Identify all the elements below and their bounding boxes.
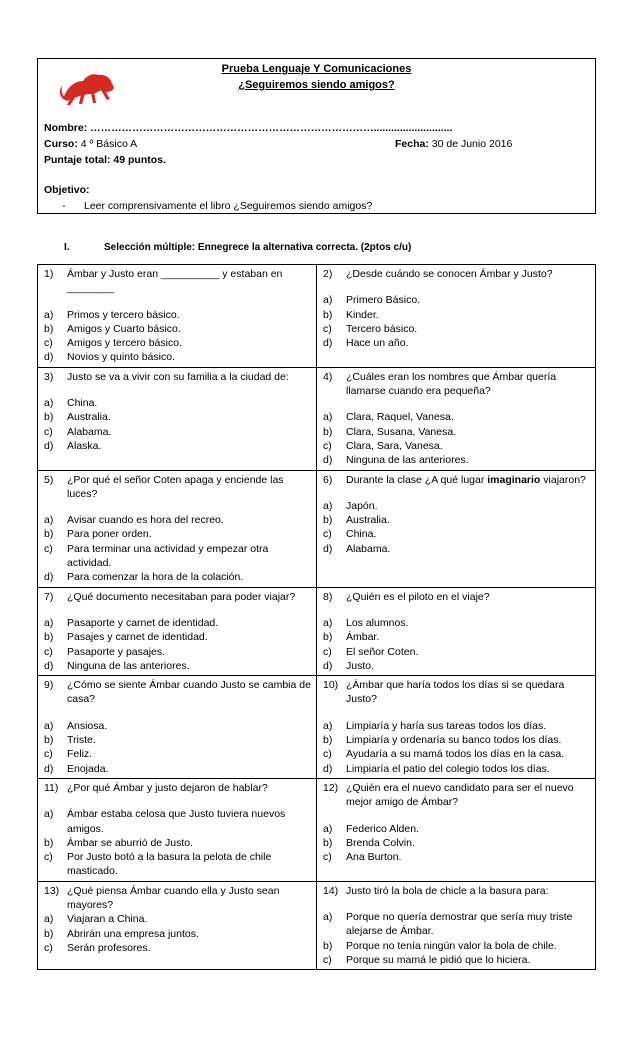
option-letter: c): [44, 851, 53, 864]
nombre-blank: ………………………………………………………………………...........................: [90, 122, 453, 134]
question-stem: [44, 370, 312, 384]
spacer: [44, 501, 312, 513]
spacer: [323, 707, 591, 719]
question-stem: [323, 678, 591, 707]
answer-option[interactable]: [323, 910, 591, 939]
answer-option[interactable]: [44, 542, 312, 571]
option-text: Viajaran a China.: [67, 913, 148, 926]
question-cell: [317, 881, 596, 969]
answer-option[interactable]: [44, 616, 312, 630]
option-letter: c): [44, 425, 53, 438]
answer-option[interactable]: [44, 927, 312, 941]
question-cell: [38, 265, 317, 368]
question-cell: [38, 881, 317, 969]
spacer: [44, 604, 312, 616]
option-text: Por Justo botó a la basura la pelota de chile masticado.: [67, 851, 272, 878]
option-text: Clara, Susana, Vanesa.: [346, 425, 457, 438]
option-letter: d): [44, 762, 54, 775]
section-title: Selección múltiple: Ennegrece la alternativa correcta. (2ptos c/u): [104, 242, 412, 253]
nombre-line: [44, 122, 452, 134]
option-text: Brenda Colvin.: [346, 836, 415, 849]
question-stem: [44, 781, 312, 795]
option-letter: a): [44, 514, 54, 527]
answer-option[interactable]: [44, 513, 312, 527]
option-letter: a): [44, 308, 54, 321]
question-cell: [38, 676, 317, 779]
option-letter: a): [44, 808, 54, 821]
answer-option[interactable]: [323, 410, 591, 424]
question-cell: [317, 265, 596, 368]
question-text-part: viajaron?: [540, 473, 586, 486]
question-cell: [317, 587, 596, 675]
question-stem: [44, 267, 312, 296]
answer-option[interactable]: [323, 836, 591, 850]
option-letter: d): [323, 659, 333, 672]
question-text-part: Durante la clase ¿A qué lugar: [346, 473, 488, 486]
answer-option[interactable]: [44, 747, 312, 761]
option-text: El señor Coten.: [346, 645, 419, 658]
answer-option[interactable]: [323, 322, 591, 336]
answer-option[interactable]: [44, 336, 312, 350]
option-text: Amigos y Cuarto básico.: [67, 322, 181, 335]
question-stem: [323, 781, 591, 810]
option-letter: c): [44, 645, 53, 658]
question-stem: [323, 370, 591, 399]
option-letter: d): [44, 571, 54, 584]
option-letter: a): [323, 910, 333, 923]
option-letter: d): [44, 439, 54, 452]
answer-option[interactable]: [44, 733, 312, 747]
answer-option[interactable]: [323, 850, 591, 864]
question-number: 5): [44, 473, 54, 486]
question-number: 3): [44, 370, 54, 383]
option-text: Alabama.: [346, 542, 391, 555]
option-text: Australia.: [346, 514, 390, 527]
answer-option[interactable]: [44, 912, 312, 926]
question-number: 14): [323, 884, 339, 897]
option-letter: a): [44, 397, 54, 410]
question-number: 12): [323, 781, 339, 794]
answer-option[interactable]: [323, 822, 591, 836]
question-number: 6): [323, 473, 333, 486]
option-letter: b): [44, 411, 54, 424]
option-letter: c): [323, 953, 332, 966]
answer-option[interactable]: [323, 645, 591, 659]
questions-table: [37, 264, 596, 970]
option-text: Pasajes y carnet de identidad.: [67, 631, 208, 644]
answer-option[interactable]: [44, 439, 312, 453]
option-text: Porque su mamá le pidió que lo hiciera.: [346, 953, 531, 966]
answer-option[interactable]: [323, 719, 591, 733]
option-text: Clara, Sara, Vanesa.: [346, 439, 443, 452]
answer-option[interactable]: [44, 425, 312, 439]
option-letter: a): [44, 913, 54, 926]
option-letter: d): [44, 351, 54, 364]
answer-option[interactable]: [44, 410, 312, 424]
answer-option[interactable]: [44, 350, 312, 364]
option-text: Primos y tercero básico.: [67, 308, 180, 321]
option-text: Amigos y tercero básico.: [67, 337, 182, 350]
option-text: Ansiosa.: [67, 719, 108, 732]
answer-option[interactable]: [323, 762, 591, 776]
option-text: China.: [67, 397, 98, 410]
spacer: [323, 487, 591, 499]
spacer: [44, 795, 312, 807]
answer-option[interactable]: [323, 630, 591, 644]
question-number: 4): [323, 370, 333, 383]
option-text: Justo.: [346, 659, 375, 672]
question-stem: [44, 590, 312, 604]
option-text: Ámbar se aburrió de Justo.: [67, 836, 194, 849]
answer-option[interactable]: [44, 850, 312, 879]
option-letter: a): [323, 616, 333, 629]
option-letter: b): [323, 514, 333, 527]
question-stem: [44, 473, 312, 502]
question-text: ¿Cómo se siente Ámbar cuando Justo se cambia de casa?: [67, 679, 311, 706]
option-text: China.: [346, 528, 377, 541]
question-cell: [317, 367, 596, 470]
question-stem: [44, 884, 312, 913]
option-text: Limpiaría y haría sus tareas todos los días.: [346, 719, 547, 732]
question-text-emphasis: imaginario: [487, 473, 541, 486]
option-text: Ayudaría a su mamá todos los días en la casa.: [346, 748, 565, 761]
answer-option[interactable]: [44, 630, 312, 644]
answer-option[interactable]: [44, 570, 312, 584]
question-row: [38, 778, 596, 881]
spacer: [323, 604, 591, 616]
option-letter: a): [323, 719, 333, 732]
fecha-value: 30 de Junio 2016: [431, 138, 513, 150]
question-number: 1): [44, 268, 54, 280]
option-letter: b): [44, 631, 54, 644]
option-letter: c): [323, 528, 332, 541]
option-text: Serán profesores.: [67, 941, 151, 954]
question-cell: [38, 587, 317, 675]
answer-option[interactable]: [323, 953, 591, 967]
question-stem: [323, 267, 591, 281]
answer-option[interactable]: [44, 807, 312, 836]
question-text: ¿Ámbar que haría todos los días si se quedara Justo?: [346, 679, 565, 706]
option-text: Limpiaría y ordenaría su banco todos los días.: [346, 734, 562, 747]
option-text: Ámbar estaba celosa que Justo tuviera nuevos amigos.: [67, 808, 286, 835]
question-row: [38, 881, 596, 969]
curso-value: 4 º Básico A: [80, 138, 138, 150]
answer-option[interactable]: [44, 941, 312, 955]
fecha-label: Fecha:: [395, 138, 429, 150]
question-stem: [44, 678, 312, 707]
option-text: Porque no tenía ningún valor la bola de chile.: [346, 939, 557, 952]
option-text: Pasaporte y pasajes.: [67, 645, 166, 658]
option-letter: b): [44, 836, 54, 849]
spacer: [323, 398, 591, 410]
spacer: [44, 384, 312, 396]
question-text: ¿Quién es el piloto en el viaje?: [346, 590, 490, 603]
option-letter: c): [44, 941, 53, 954]
curso-label: Curso:: [44, 138, 78, 150]
option-letter: b): [323, 836, 333, 849]
option-text: Para comenzar la hora de la colación.: [67, 571, 244, 584]
option-text: Federico Alden.: [346, 822, 419, 835]
option-letter: c): [323, 748, 332, 761]
objetivo-label-line: [44, 184, 90, 196]
option-text: Alabama.: [67, 425, 112, 438]
answer-option[interactable]: [323, 499, 591, 513]
option-text: Kinder.: [346, 308, 379, 321]
book-title: ¿Seguiremos siendo amigos?: [238, 79, 395, 91]
option-letter: b): [323, 308, 333, 321]
option-text: Clara, Raquel, Vanesa.: [346, 411, 454, 424]
answer-option[interactable]: [44, 659, 312, 673]
answer-option[interactable]: [323, 733, 591, 747]
question-cell: [38, 367, 317, 470]
option-letter: a): [323, 499, 333, 512]
option-text: Porque no quería demostrar que sería muy triste alejarse de Ámbar.: [346, 910, 573, 938]
question-text: Ámbar y Justo eran __________ y estaban en ________: [67, 268, 283, 295]
question-text: ¿Desde cuándo se conocen Ámbar y Justo?: [346, 268, 553, 280]
option-letter: d): [323, 762, 333, 775]
nombre-label: Nombre:: [44, 122, 88, 134]
question-number: 8): [323, 590, 333, 603]
section-number: I.: [64, 242, 70, 253]
question-row: [38, 367, 596, 470]
header-box: [37, 58, 596, 214]
option-letter: a): [323, 411, 333, 424]
answer-option[interactable]: [323, 439, 591, 453]
option-letter: b): [323, 631, 333, 644]
option-letter: b): [44, 734, 54, 747]
curso-line: [44, 138, 137, 150]
answer-option[interactable]: [323, 939, 591, 953]
question-stem: [323, 884, 591, 898]
question-number: 13): [44, 884, 60, 897]
question-cell: [317, 470, 596, 587]
fecha-line: [395, 138, 512, 150]
option-letter: b): [323, 425, 333, 438]
answer-option[interactable]: [323, 747, 591, 761]
question-text: Justo se va a vivir con su familia a la ciudad de:: [67, 370, 289, 383]
question-text: ¿Qué piensa Ámbar cuando ella y Justo sean mayores?: [67, 884, 280, 911]
option-text: Para poner orden.: [67, 528, 152, 541]
option-text: Para terminar una actividad y empezar otra actividad.: [67, 542, 269, 570]
answer-option[interactable]: [44, 645, 312, 659]
question-row: [38, 470, 596, 587]
option-letter: b): [44, 927, 54, 940]
option-letter: c): [323, 322, 332, 335]
option-text: Ninguna de las anteriores.: [346, 454, 469, 467]
option-text: Ana Burton.: [346, 851, 402, 864]
option-text: Limpiaría el patio del colegio todos los días.: [346, 762, 550, 775]
question-text: [346, 473, 591, 487]
answer-option[interactable]: [323, 336, 591, 350]
question-number: 7): [44, 590, 54, 603]
question-row: [38, 265, 596, 368]
option-letter: d): [44, 659, 54, 672]
option-text: Australia.: [67, 411, 111, 424]
question-stem: [323, 590, 591, 604]
question-cell: [317, 778, 596, 881]
option-text: Hace un año.: [346, 337, 409, 350]
option-letter: d): [323, 337, 333, 350]
answer-option[interactable]: [323, 542, 591, 556]
answer-option[interactable]: [44, 322, 312, 336]
puntaje-label: Puntaje total: 49 puntos.: [44, 154, 166, 166]
option-letter: a): [323, 294, 333, 307]
question-text: ¿Qué documento necesitaban para poder viajar?: [67, 590, 296, 603]
answer-option[interactable]: [323, 616, 591, 630]
option-letter: b): [323, 734, 333, 747]
option-letter: a): [44, 719, 54, 732]
spacer: [323, 810, 591, 822]
option-text: Avisar cuando es hora del recreo.: [67, 514, 224, 527]
question-stem: [323, 473, 591, 487]
answer-option[interactable]: [323, 453, 591, 467]
option-text: Ámbar.: [346, 631, 380, 644]
question-row: [38, 676, 596, 779]
section-heading: [64, 242, 411, 253]
option-letter: c): [44, 337, 53, 350]
question-text: ¿Por qué el señor Coten apaga y enciende las luces?: [67, 473, 284, 500]
option-text: Feliz.: [67, 748, 93, 761]
question-text: ¿Quién era el nuevo candidato para ser el nuevo mejor amigo de Ámbar?: [346, 781, 574, 809]
test-title: Prueba Lenguaje Y Comunicaciones: [221, 63, 412, 75]
spacer: [44, 296, 312, 308]
question-number: 11): [44, 781, 59, 794]
option-letter: b): [44, 322, 54, 335]
puntaje-line: [44, 154, 166, 166]
option-text: Primero Básico.: [346, 294, 421, 307]
question-cell: [317, 676, 596, 779]
option-text: Novios y quinto básico.: [67, 351, 175, 364]
option-text: Tercero básico.: [346, 322, 418, 335]
option-text: Enojada.: [67, 762, 109, 775]
option-text: Japón.: [346, 499, 378, 512]
option-letter: b): [44, 528, 54, 541]
option-letter: b): [323, 939, 333, 952]
objetivo-bullet: -: [62, 200, 66, 212]
question-number: 10): [323, 679, 339, 692]
option-text: Triste.: [67, 734, 96, 747]
option-text: Los alumnos.: [346, 616, 409, 629]
option-text: Pasaporte y carnet de identidad.: [67, 616, 219, 629]
objetivo-text: Leer comprensivamente el libro ¿Seguiremos siendo amigos?: [84, 200, 373, 212]
answer-option[interactable]: [323, 425, 591, 439]
option-text: Alaska.: [67, 439, 102, 452]
option-letter: d): [323, 542, 333, 555]
option-letter: a): [44, 616, 54, 629]
option-letter: d): [323, 454, 333, 467]
answer-option[interactable]: [44, 836, 312, 850]
answer-option[interactable]: [44, 527, 312, 541]
question-text: ¿Cuáles eran los nombres que Ámbar quería llamarse cuando era pequeña?: [346, 370, 557, 398]
question-row: [38, 587, 596, 675]
option-letter: c): [44, 542, 53, 555]
option-letter: a): [323, 822, 333, 835]
question-cell: [38, 470, 317, 587]
answer-option[interactable]: [323, 527, 591, 541]
question-cell: [38, 778, 317, 881]
question-number: 2): [323, 268, 333, 280]
option-letter: c): [323, 851, 332, 864]
spacer: [323, 898, 591, 910]
answer-option[interactable]: [44, 308, 312, 322]
option-text: Abrirán una empresa juntos.: [67, 927, 199, 940]
answer-option[interactable]: [44, 396, 312, 410]
question-number: 9): [44, 679, 54, 692]
option-text: Ninguna de las anteriores.: [67, 659, 190, 672]
answer-option[interactable]: [323, 308, 591, 322]
spacer: [323, 281, 591, 293]
question-text: Justo tiró la bola de chicle a la basura para:: [346, 884, 549, 897]
answer-option[interactable]: [44, 719, 312, 733]
answer-option[interactable]: [44, 762, 312, 776]
option-letter: c): [44, 748, 53, 761]
question-text: ¿Por qué Ámbar y justo dejaron de hablar?: [67, 781, 268, 794]
objetivo-label: Objetivo:: [44, 184, 90, 196]
answer-option[interactable]: [323, 659, 591, 673]
option-letter: c): [323, 645, 332, 658]
answer-option[interactable]: [323, 513, 591, 527]
answer-option[interactable]: [323, 293, 591, 307]
option-letter: c): [323, 439, 332, 452]
spacer: [44, 707, 312, 719]
